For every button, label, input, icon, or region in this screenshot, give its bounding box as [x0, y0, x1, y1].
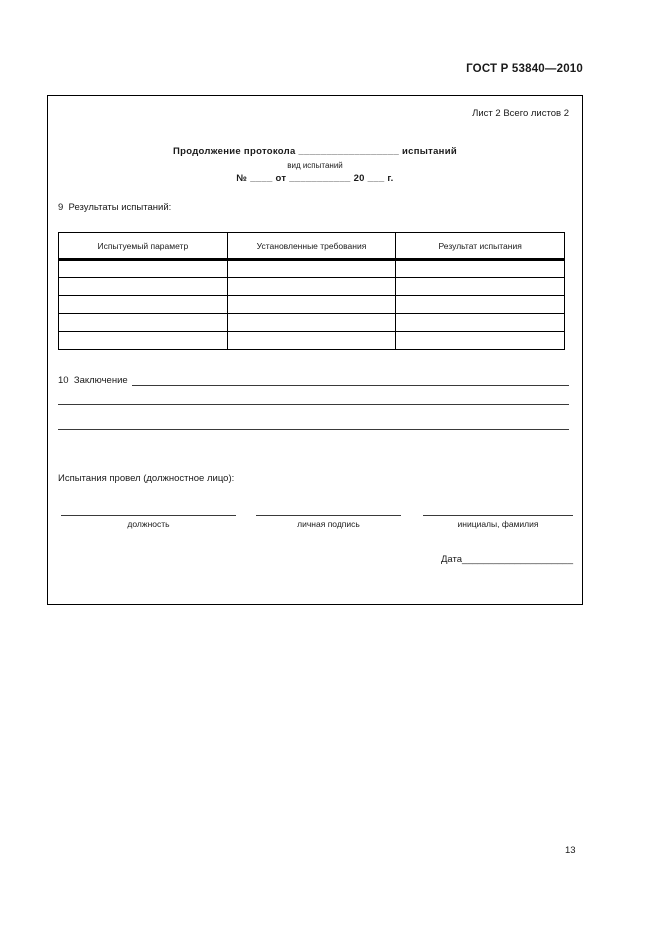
- conclusion-blank-line: [58, 429, 569, 430]
- table-cell: [59, 314, 228, 332]
- table-cell: [59, 332, 228, 350]
- table-cell: [59, 296, 228, 314]
- table-cell: [396, 260, 565, 278]
- signature-caption-initials-surname: инициалы, фамилия: [457, 519, 539, 529]
- tester-label: Испытания провел (должностное лицо):: [58, 473, 235, 484]
- table-cell: [227, 260, 396, 278]
- form-title: Продолжение протокола __________________ испытаний: [173, 146, 457, 157]
- signature-caption-personal-signature: личная подпись: [297, 519, 360, 529]
- table-cell: [227, 278, 396, 296]
- sheet-counter: Лист 2 Всего листов 2: [472, 108, 569, 119]
- results-table: [58, 232, 565, 350]
- table-cell: [227, 296, 396, 314]
- standard-reference: ГОСТ Р 53840—2010: [466, 63, 583, 75]
- table-cell: [396, 278, 565, 296]
- col-header-established-requirements: Установленные требования: [227, 233, 396, 260]
- signature-block-personal-signature: [256, 508, 401, 529]
- page-number: 13: [565, 845, 576, 856]
- table-cell: [59, 278, 228, 296]
- col-header-test-result: Результат испытания: [396, 233, 565, 260]
- signature-line: [423, 508, 573, 516]
- signature-line: [256, 508, 401, 516]
- table-cell: [396, 296, 565, 314]
- date-field: Дата_____________________: [441, 554, 573, 565]
- table-cell: [227, 332, 396, 350]
- protocol-number-line: № ____ от ___________ 20 ___ г.: [236, 173, 394, 184]
- col-header-tested-parameter: Испытуемый параметр: [59, 233, 228, 260]
- table-row: [59, 314, 565, 332]
- table-row: [59, 260, 565, 278]
- section-9-label: 9 Результаты испытаний:: [58, 202, 172, 213]
- section-10-row: [58, 374, 569, 386]
- signature-block-position: [61, 508, 236, 529]
- table-row: [59, 296, 565, 314]
- form-border-box: [47, 95, 583, 605]
- test-type-caption: вид испытаний: [287, 161, 343, 170]
- signature-line: [61, 508, 236, 516]
- table-cell: [396, 332, 565, 350]
- table-cell: [59, 260, 228, 278]
- results-table-header-row: [59, 233, 565, 260]
- signature-block-initials-surname: [423, 508, 573, 529]
- table-row: [59, 278, 565, 296]
- section-10-label: 10 Заключение: [58, 375, 128, 386]
- form-title-block: [48, 146, 582, 184]
- conclusion-blank-line: [58, 404, 569, 405]
- signature-caption-position: должность: [127, 519, 170, 529]
- table-row: [59, 332, 565, 350]
- table-cell: [396, 314, 565, 332]
- table-cell: [227, 314, 396, 332]
- conclusion-blank-line: [132, 374, 569, 386]
